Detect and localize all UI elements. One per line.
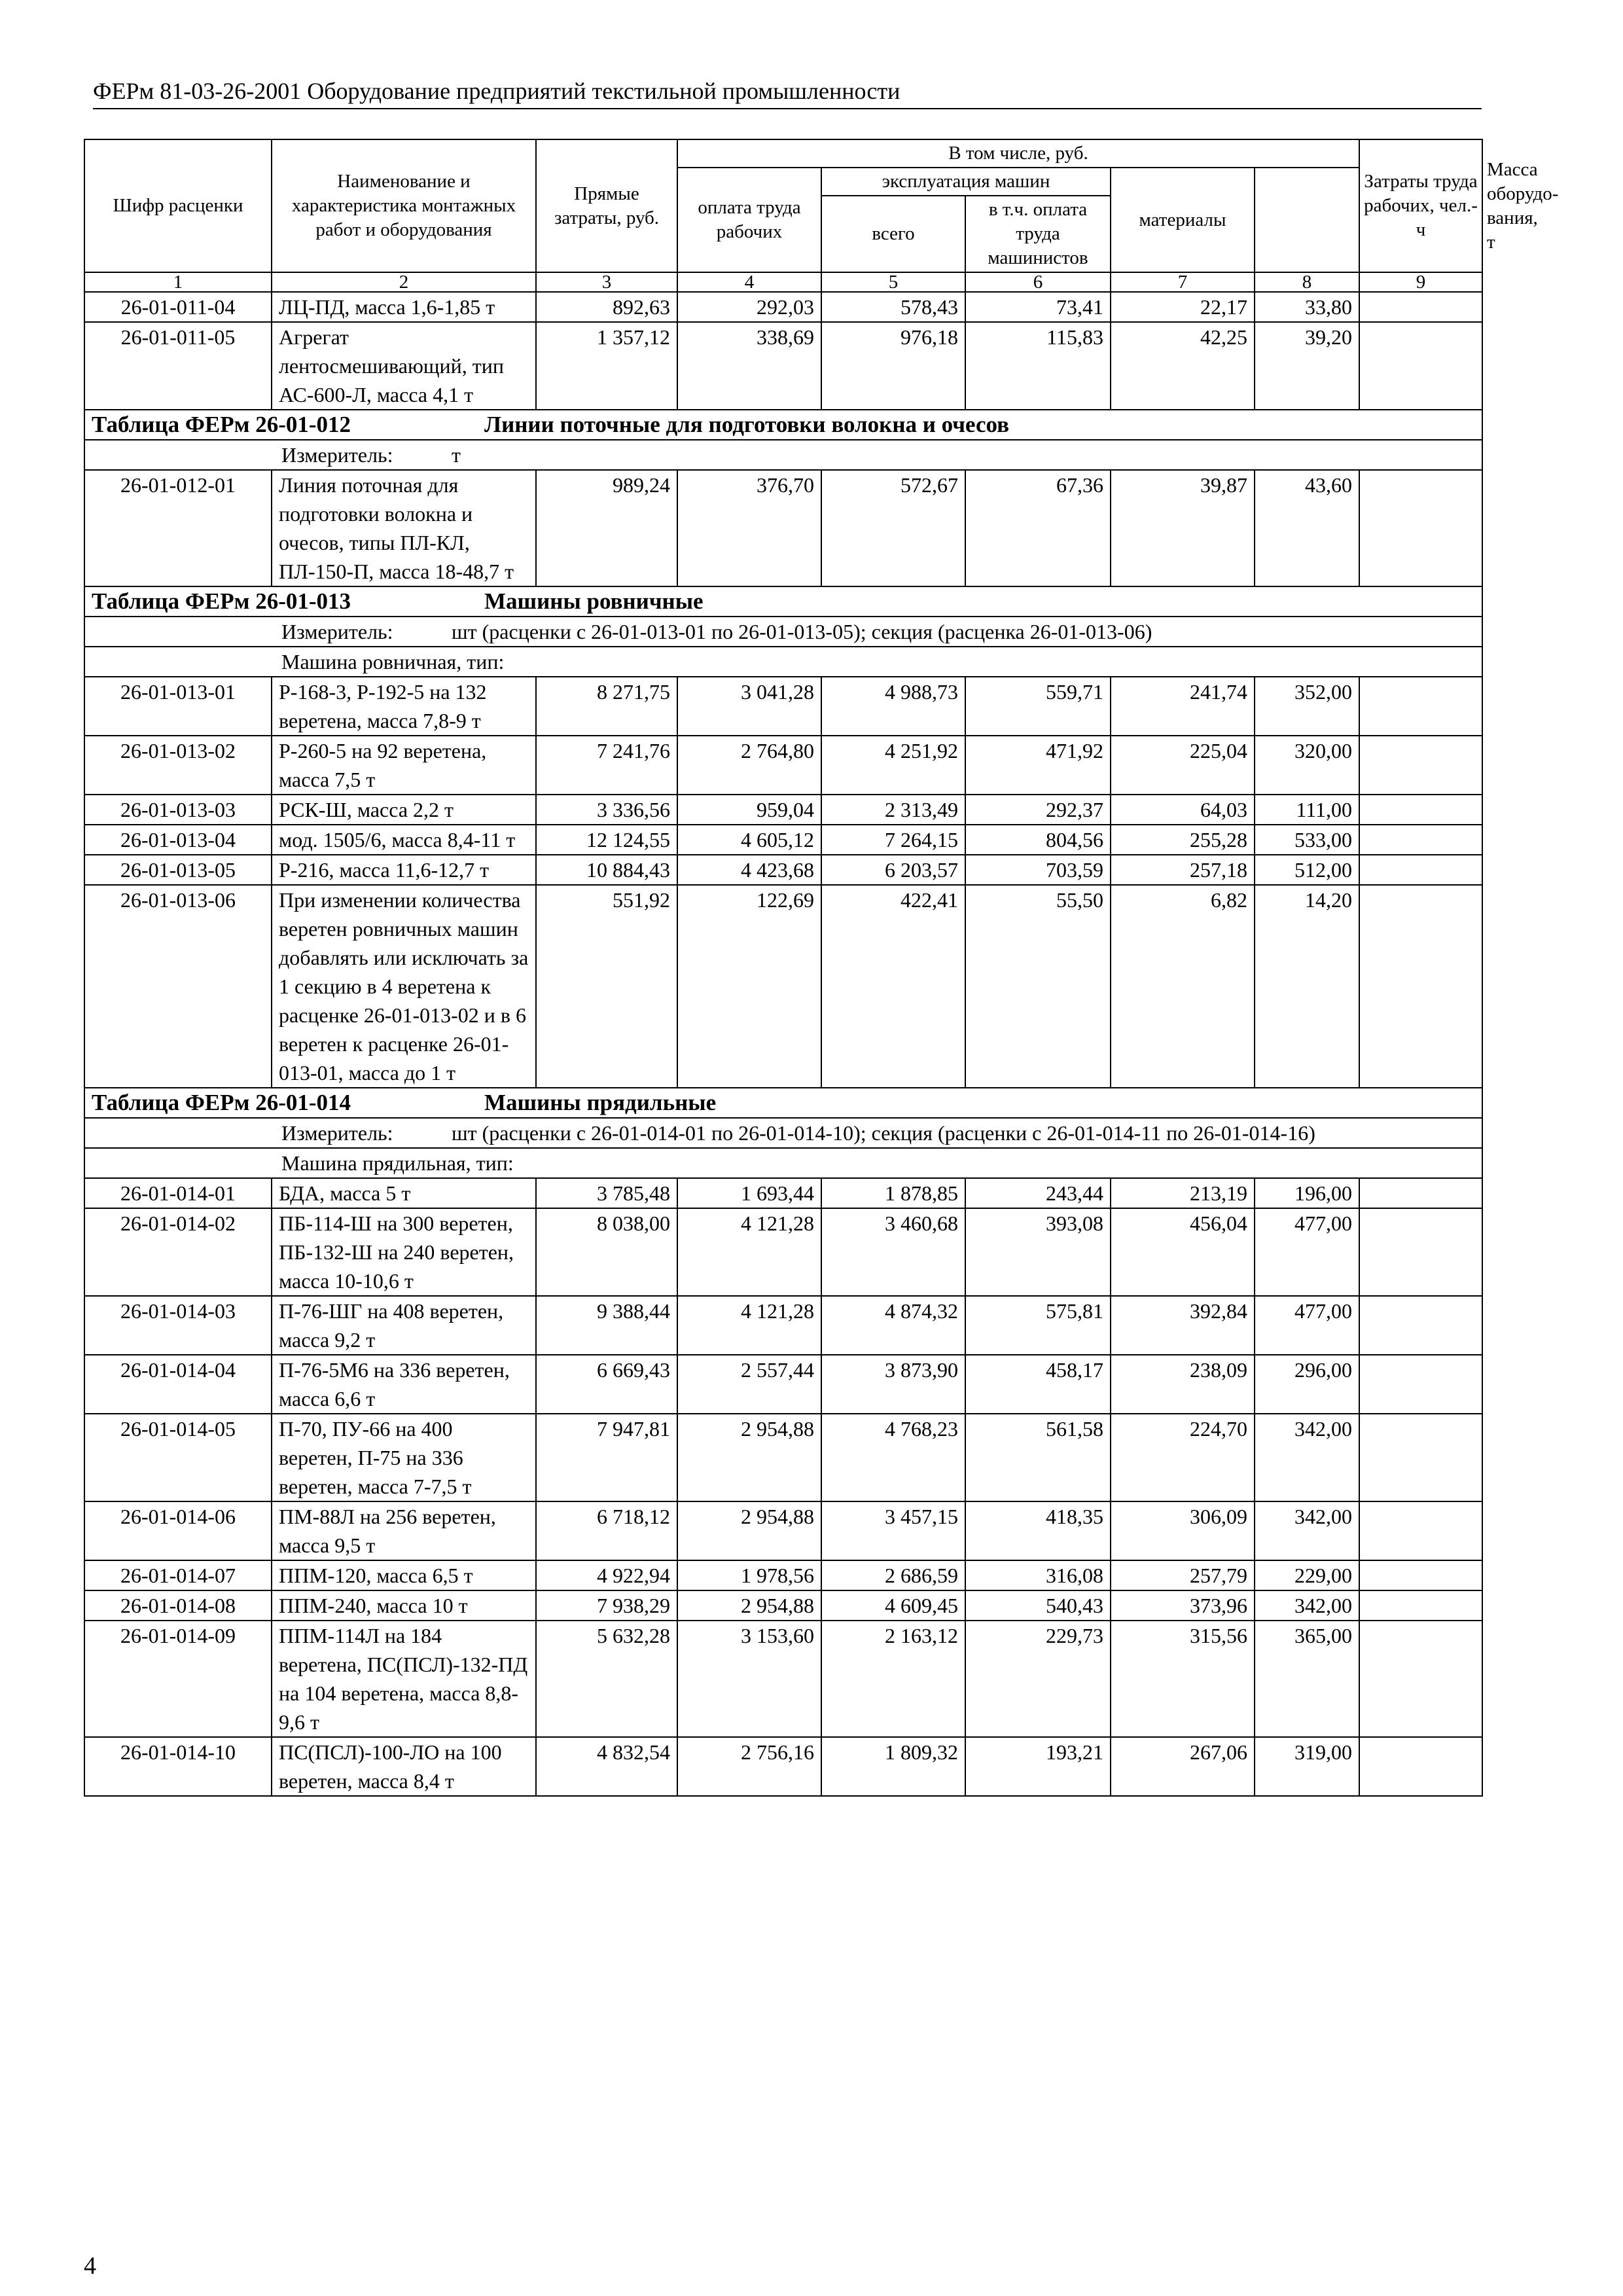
rate-name: При изменении количества веретен ровничных машин добавлять или исключать за 1 секцию в 4 веретена к расценке 26-01-013-02 и в 6 веретен к расценке 26-01-013-01, масса до 1 т xyxy=(272,885,536,1088)
value-c3: 10 884,43 xyxy=(536,855,677,885)
section-title-row xyxy=(84,1088,1482,1118)
col-header-direct: Прямые затраты, руб. xyxy=(536,139,677,272)
value-mass xyxy=(1359,677,1482,736)
value-c4: 959,04 xyxy=(677,795,821,825)
col-header-machines: эксплуатация машин xyxy=(821,168,1111,196)
col-number: 6 xyxy=(965,272,1111,292)
value-mass xyxy=(1359,1178,1482,1208)
rate-name: ППМ-120, масса 6,5 т xyxy=(272,1560,536,1590)
table-row xyxy=(84,795,1482,825)
value-c4: 338,69 xyxy=(677,322,821,410)
value-c6: 559,71 xyxy=(965,677,1111,736)
value-c7: 267,06 xyxy=(1111,1737,1255,1796)
rate-name: Р-216, масса 11,6-12,7 т xyxy=(272,855,536,885)
rate-name: Р-260-5 на 92 веретена, масса 7,5 т xyxy=(272,736,536,795)
value-c3: 7 947,81 xyxy=(536,1414,677,1501)
value-mass xyxy=(1359,1737,1482,1796)
rate-name: мод. 1505/6, масса 8,4-11 т xyxy=(272,825,536,855)
value-c8: 320,00 xyxy=(1255,736,1359,795)
rate-code: 26-01-014-07 xyxy=(84,1560,272,1590)
value-c8: 14,20 xyxy=(1255,885,1359,1088)
section-id: Таблица ФЕРм 26-01-014 xyxy=(92,1090,351,1115)
value-c6: 471,92 xyxy=(965,736,1111,795)
table-body xyxy=(84,292,1482,1796)
value-c3: 989,24 xyxy=(536,470,677,586)
value-c6: 73,41 xyxy=(965,292,1111,322)
value-c8: 229,00 xyxy=(1255,1560,1359,1590)
value-mass xyxy=(1359,1560,1482,1590)
value-mass xyxy=(1359,736,1482,795)
value-c6: 115,83 xyxy=(965,322,1111,410)
value-c7: 225,04 xyxy=(1111,736,1255,795)
rate-name: ЛЦ-ПД, масса 1,6-1,85 т xyxy=(272,292,536,322)
col-header-materials: материалы xyxy=(1111,168,1255,272)
table-row xyxy=(84,1355,1482,1414)
value-c6: 229,73 xyxy=(965,1621,1111,1737)
measure xyxy=(84,1118,1482,1148)
value-c7: 392,84 xyxy=(1111,1296,1255,1355)
value-c4: 2 954,88 xyxy=(677,1501,821,1560)
value-mass xyxy=(1359,1501,1482,1560)
measure-label: Измеритель: xyxy=(281,620,393,643)
value-c4: 3 041,28 xyxy=(677,677,821,736)
value-c5: 578,43 xyxy=(821,292,965,322)
value-c6: 458,17 xyxy=(965,1355,1111,1414)
value-c4: 3 153,60 xyxy=(677,1621,821,1737)
measure-label: Измеритель: xyxy=(281,1121,393,1145)
table-row xyxy=(84,470,1482,586)
value-c4: 2 954,88 xyxy=(677,1590,821,1621)
value-c4: 4 121,28 xyxy=(677,1296,821,1355)
page-number: 4 xyxy=(84,2252,96,2280)
value-mass xyxy=(1359,1590,1482,1621)
value-c4: 1 978,56 xyxy=(677,1560,821,1590)
value-c5: 572,67 xyxy=(821,470,965,586)
value-c3: 4 832,54 xyxy=(536,1737,677,1796)
value-c7: 6,82 xyxy=(1111,885,1255,1088)
rate-code: 26-01-014-03 xyxy=(84,1296,272,1355)
value-c5: 7 264,15 xyxy=(821,825,965,855)
rate-name: П-76-5М6 на 336 веретен, масса 6,6 т xyxy=(272,1355,536,1414)
measure-row xyxy=(84,617,1482,647)
section-name: Машины прядильные xyxy=(484,1090,717,1115)
value-mass xyxy=(1359,1296,1482,1355)
table-row xyxy=(84,1501,1482,1560)
value-c7: 241,74 xyxy=(1111,677,1255,736)
rate-name: ППМ-114Л на 184 веретена, ПС(ПСЛ)-132-ПД на 104 веретена, масса 8,8-9,6 т xyxy=(272,1621,536,1737)
measure xyxy=(84,617,1482,647)
value-c4: 292,03 xyxy=(677,292,821,322)
value-c7: 255,28 xyxy=(1111,825,1255,855)
value-c7: 257,18 xyxy=(1111,855,1255,885)
value-c4: 2 764,80 xyxy=(677,736,821,795)
value-c5: 976,18 xyxy=(821,322,965,410)
table-header: Шифр расценки Наименование и характеристика монтажных работ и оборудования Прямые затраты, руб. В том числе, руб. Затраты труда рабочих, чел.-ч Масса оборудо-вания, т оплата труда рабочих эксплуатация машин материалы всего в т.ч. оплата труда машинистов 1 2 3 4 5 6 7 8 9 xyxy=(84,139,1482,292)
value-c5: 2 313,49 xyxy=(821,795,965,825)
section-title xyxy=(84,1088,1482,1118)
col-number: 3 xyxy=(536,272,677,292)
rate-code: 26-01-012-01 xyxy=(84,470,272,586)
value-c7: 456,04 xyxy=(1111,1208,1255,1296)
value-c6: 193,21 xyxy=(965,1737,1111,1796)
rate-name: П-70, ПУ-66 на 400 веретен, П-75 на 336 веретен, масса 7-7,5 т xyxy=(272,1414,536,1501)
rate-code: 26-01-014-05 xyxy=(84,1414,272,1501)
rate-name: ППМ-240, масса 10 т xyxy=(272,1590,536,1621)
value-c3: 1 357,12 xyxy=(536,322,677,410)
value-c7: 22,17 xyxy=(1111,292,1255,322)
rate-code: 26-01-013-05 xyxy=(84,855,272,885)
rate-name: Линия поточная для подготовки волокна и очесов, типы ПЛ-КЛ, ПЛ-150-П, масса 18-48,7 т xyxy=(272,470,536,586)
measure-row xyxy=(84,440,1482,470)
table-row xyxy=(84,736,1482,795)
col-number: 7 xyxy=(1111,272,1255,292)
value-c8: 477,00 xyxy=(1255,1296,1359,1355)
machine-type: Машина прядильная, тип: xyxy=(84,1148,1482,1178)
value-c6: 55,50 xyxy=(965,885,1111,1088)
col-header-labor: Затраты труда рабочих, чел.-ч xyxy=(1359,139,1482,272)
table-row xyxy=(84,1737,1482,1796)
section-title-row xyxy=(84,410,1482,440)
value-c7: 257,79 xyxy=(1111,1560,1255,1590)
value-c4: 376,70 xyxy=(677,470,821,586)
col-number: 8 xyxy=(1255,272,1359,292)
rate-name: ПМ-88Л на 256 веретен, масса 9,5 т xyxy=(272,1501,536,1560)
value-c6: 575,81 xyxy=(965,1296,1111,1355)
value-c7: 64,03 xyxy=(1111,795,1255,825)
col-header-name: Наименование и характеристика монтажных работ и оборудования xyxy=(272,139,536,272)
rate-code: 26-01-014-04 xyxy=(84,1355,272,1414)
value-c3: 8 038,00 xyxy=(536,1208,677,1296)
table-row xyxy=(84,1178,1482,1208)
value-c6: 540,43 xyxy=(965,1590,1111,1621)
value-c6: 703,59 xyxy=(965,855,1111,885)
value-c8: 477,00 xyxy=(1255,1208,1359,1296)
value-mass xyxy=(1359,292,1482,322)
value-c5: 3 873,90 xyxy=(821,1355,965,1414)
value-mass xyxy=(1359,1621,1482,1737)
value-c7: 213,19 xyxy=(1111,1178,1255,1208)
value-c3: 7 938,29 xyxy=(536,1590,677,1621)
value-c8: 342,00 xyxy=(1255,1590,1359,1621)
col-number: 9 xyxy=(1359,272,1482,292)
rate-code: 26-01-011-05 xyxy=(84,322,272,410)
table-row xyxy=(84,1621,1482,1737)
rate-code: 26-01-014-08 xyxy=(84,1590,272,1621)
value-c3: 6 718,12 xyxy=(536,1501,677,1560)
rate-code: 26-01-011-04 xyxy=(84,292,272,322)
value-c3: 3 336,56 xyxy=(536,795,677,825)
price-table xyxy=(84,139,1559,1797)
machine-type: Машина ровничная, тип: xyxy=(84,647,1482,677)
value-c5: 4 988,73 xyxy=(821,677,965,736)
rate-code: 26-01-013-06 xyxy=(84,885,272,1088)
value-c8: 296,00 xyxy=(1255,1355,1359,1414)
section-id: Таблица ФЕРм 26-01-013 xyxy=(92,588,351,614)
value-c4: 4 605,12 xyxy=(677,825,821,855)
value-c8: 319,00 xyxy=(1255,1737,1359,1796)
value-c8: 365,00 xyxy=(1255,1621,1359,1737)
table-row xyxy=(84,1560,1482,1590)
value-c7: 238,09 xyxy=(1111,1355,1255,1414)
rate-code: 26-01-014-01 xyxy=(84,1178,272,1208)
value-c5: 4 768,23 xyxy=(821,1414,965,1501)
col-header-machines-total: всего xyxy=(821,196,965,272)
value-c8: 342,00 xyxy=(1255,1414,1359,1501)
measure xyxy=(84,440,1482,470)
table-row xyxy=(84,825,1482,855)
value-c6: 292,37 xyxy=(965,795,1111,825)
rate-name: БДА, масса 5 т xyxy=(272,1178,536,1208)
value-c4: 2 557,44 xyxy=(677,1355,821,1414)
value-c4: 4 423,68 xyxy=(677,855,821,885)
table-row xyxy=(84,1208,1482,1296)
section-title xyxy=(84,410,1482,440)
rate-code: 26-01-014-06 xyxy=(84,1501,272,1560)
rate-code: 26-01-013-03 xyxy=(84,795,272,825)
value-c3: 8 271,75 xyxy=(536,677,677,736)
section-title-row xyxy=(84,586,1482,617)
value-c4: 1 693,44 xyxy=(677,1178,821,1208)
col-number: 4 xyxy=(677,272,821,292)
value-mass xyxy=(1359,1414,1482,1501)
col-number: 5 xyxy=(821,272,965,292)
machine-type-row xyxy=(84,1148,1482,1178)
table-row xyxy=(84,1296,1482,1355)
value-c3: 7 241,76 xyxy=(536,736,677,795)
header-rule xyxy=(93,108,1482,109)
value-c5: 2 163,12 xyxy=(821,1621,965,1737)
value-c4: 2 954,88 xyxy=(677,1414,821,1501)
value-c8: 43,60 xyxy=(1255,470,1359,586)
value-c5: 422,41 xyxy=(821,885,965,1088)
value-mass xyxy=(1359,470,1482,586)
value-c6: 561,58 xyxy=(965,1414,1111,1501)
rate-name: П-76-ШГ на 408 веретен, масса 9,2 т xyxy=(272,1296,536,1355)
measure-row xyxy=(84,1118,1482,1148)
value-c8: 39,20 xyxy=(1255,322,1359,410)
value-mass xyxy=(1359,1208,1482,1296)
value-c7: 42,25 xyxy=(1111,322,1255,410)
machine-type-row xyxy=(84,647,1482,677)
table-row xyxy=(84,1414,1482,1501)
value-c6: 393,08 xyxy=(965,1208,1111,1296)
value-c5: 4 609,45 xyxy=(821,1590,965,1621)
value-c6: 418,35 xyxy=(965,1501,1111,1560)
value-c8: 111,00 xyxy=(1255,795,1359,825)
rate-name: Агрегат лентосмешивающий, тип АС-600-Л, масса 4,1 т xyxy=(272,322,536,410)
value-c7: 373,96 xyxy=(1111,1590,1255,1621)
value-c5: 1 878,85 xyxy=(821,1178,965,1208)
value-c6: 67,36 xyxy=(965,470,1111,586)
value-c5: 1 809,32 xyxy=(821,1737,965,1796)
value-c7: 306,09 xyxy=(1111,1501,1255,1560)
section-id: Таблица ФЕРм 26-01-012 xyxy=(92,412,351,437)
value-c3: 5 632,28 xyxy=(536,1621,677,1737)
col-header-wages: оплата труда рабочих xyxy=(677,168,821,272)
value-mass xyxy=(1359,1355,1482,1414)
measure-label: Измеритель: xyxy=(281,443,393,467)
document-header: ФЕРм 81-03-26-2001 Оборудование предприятий текстильной промышленности xyxy=(93,78,901,104)
value-c3: 12 124,55 xyxy=(536,825,677,855)
value-c4: 122,69 xyxy=(677,885,821,1088)
table-row xyxy=(84,855,1482,885)
table-row xyxy=(84,885,1482,1088)
value-c8: 196,00 xyxy=(1255,1178,1359,1208)
table-row xyxy=(84,322,1482,410)
value-c3: 551,92 xyxy=(536,885,677,1088)
value-mass xyxy=(1359,825,1482,855)
measure-value: т xyxy=(452,443,461,467)
measure-value: шт (расценки с 26-01-014-01 по 26-01-014-10); секция (расценки с 26-01-014-11 по 26-01-014-16) xyxy=(452,1121,1315,1145)
value-c3: 9 388,44 xyxy=(536,1296,677,1355)
rate-name: ПС(ПСЛ)-100-ЛО на 100 веретен, масса 8,4 т xyxy=(272,1737,536,1796)
value-mass xyxy=(1359,855,1482,885)
table-row xyxy=(84,1590,1482,1621)
table-row xyxy=(84,292,1482,322)
col-header-incl: В том числе, руб. xyxy=(677,139,1359,168)
value-c8: 33,80 xyxy=(1255,292,1359,322)
column-number-row xyxy=(84,272,1482,292)
value-c5: 2 686,59 xyxy=(821,1560,965,1590)
value-c8: 512,00 xyxy=(1255,855,1359,885)
value-c5: 4 251,92 xyxy=(821,736,965,795)
value-mass xyxy=(1359,795,1482,825)
value-c6: 243,44 xyxy=(965,1178,1111,1208)
section-name: Линии поточные для подготовки волокна и очесов xyxy=(484,412,1010,437)
value-c5: 3 457,15 xyxy=(821,1501,965,1560)
rate-name: РСК-Ш, масса 2,2 т xyxy=(272,795,536,825)
value-c4: 4 121,28 xyxy=(677,1208,821,1296)
value-mass xyxy=(1359,322,1482,410)
value-c6: 316,08 xyxy=(965,1560,1111,1590)
section-title xyxy=(84,586,1482,617)
value-mass xyxy=(1359,885,1482,1088)
value-c8: 342,00 xyxy=(1255,1501,1359,1560)
value-c3: 892,63 xyxy=(536,292,677,322)
rate-code: 26-01-014-09 xyxy=(84,1621,272,1737)
value-c3: 3 785,48 xyxy=(536,1178,677,1208)
rate-name: ПБ-114-Ш на 300 веретен, ПБ-132-Ш на 240 веретен, масса 10-10,6 т xyxy=(272,1208,536,1296)
value-c5: 4 874,32 xyxy=(821,1296,965,1355)
value-c8: 533,00 xyxy=(1255,825,1359,855)
value-c5: 6 203,57 xyxy=(821,855,965,885)
col-number: 2 xyxy=(272,272,536,292)
value-c4: 2 756,16 xyxy=(677,1737,821,1796)
col-number: 1 xyxy=(84,272,272,292)
rate-name: Р-168-3, Р-192-5 на 132 веретена, масса 7,8-9 т xyxy=(272,677,536,736)
value-c3: 6 669,43 xyxy=(536,1355,677,1414)
value-c7: 315,56 xyxy=(1111,1621,1255,1737)
rate-code: 26-01-013-01 xyxy=(84,677,272,736)
value-c3: 4 922,94 xyxy=(536,1560,677,1590)
value-c5: 3 460,68 xyxy=(821,1208,965,1296)
value-c8: 352,00 xyxy=(1255,677,1359,736)
rate-code: 26-01-014-10 xyxy=(84,1737,272,1796)
table-row xyxy=(84,677,1482,736)
section-name: Машины ровничные xyxy=(484,588,704,614)
rate-code: 26-01-013-02 xyxy=(84,736,272,795)
col-header-code: Шифр расценки xyxy=(84,139,272,272)
rate-code: 26-01-014-02 xyxy=(84,1208,272,1296)
measure-value: шт (расценки с 26-01-013-01 по 26-01-013-05); секция (расценка 26-01-013-06) xyxy=(452,620,1152,643)
value-c7: 39,87 xyxy=(1111,470,1255,586)
col-header-machinists: в т.ч. оплата труда машинистов xyxy=(965,196,1111,272)
value-c6: 804,56 xyxy=(965,825,1111,855)
rate-code: 26-01-013-04 xyxy=(84,825,272,855)
value-c7: 224,70 xyxy=(1111,1414,1255,1501)
